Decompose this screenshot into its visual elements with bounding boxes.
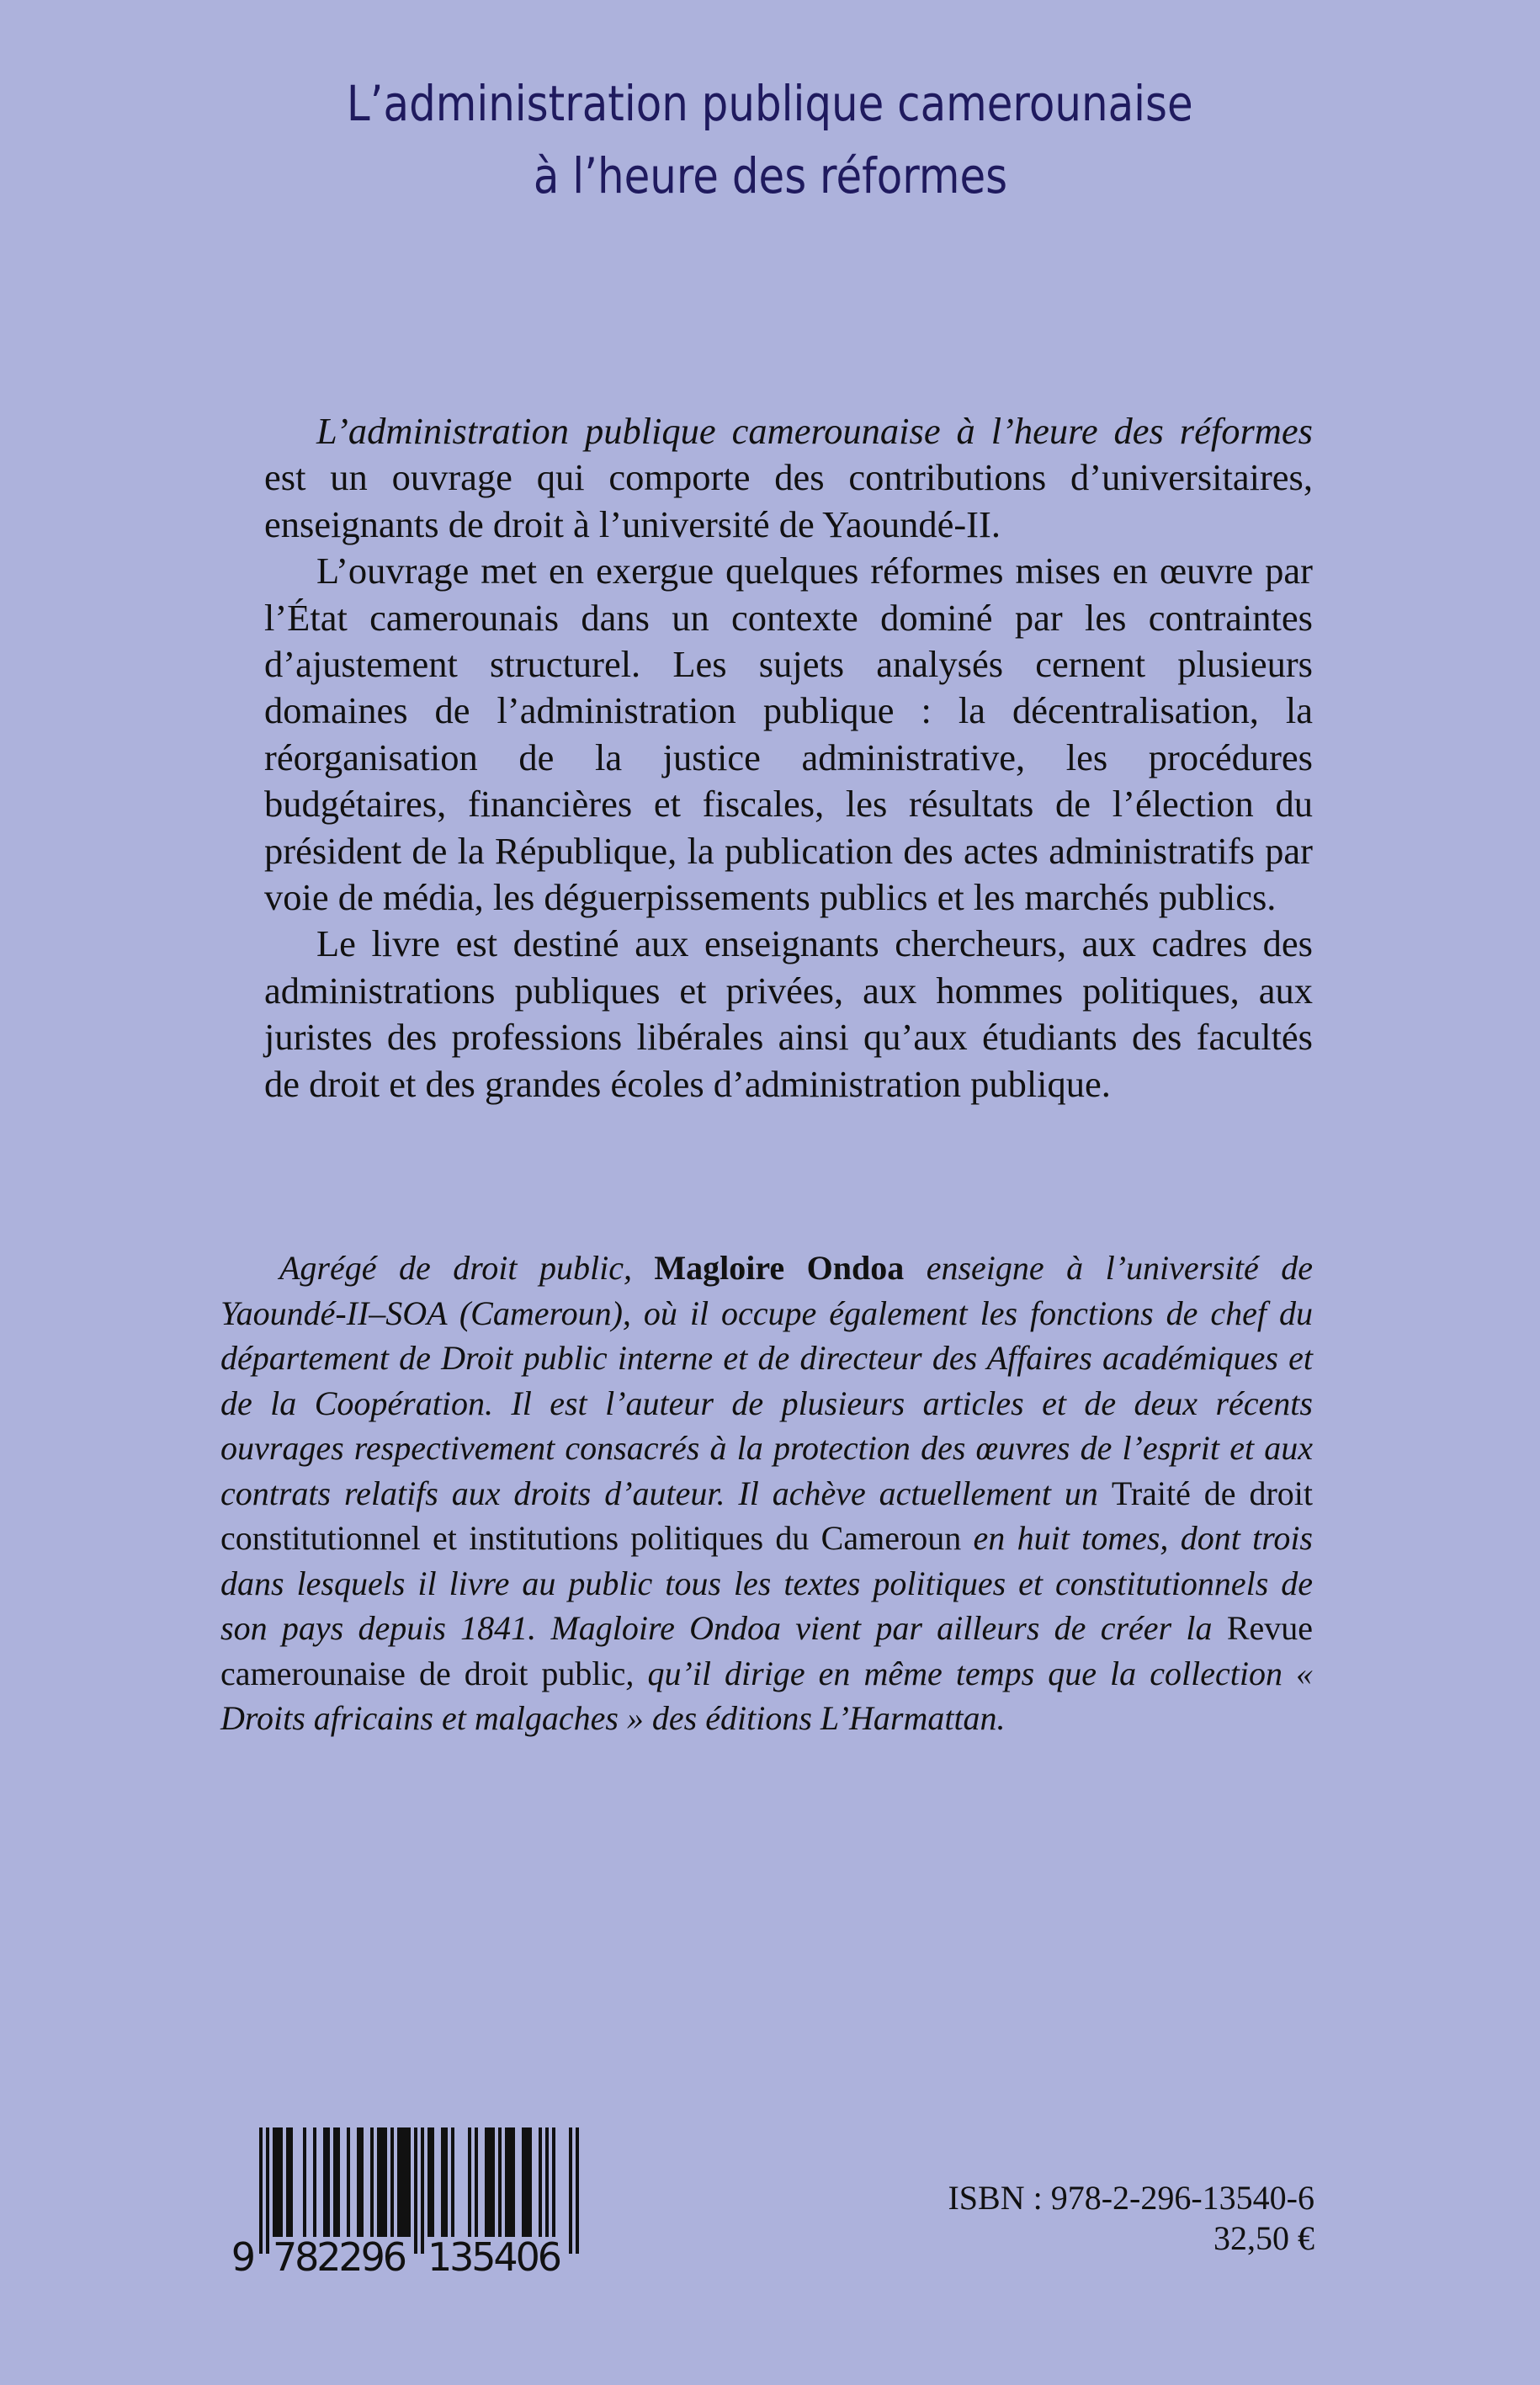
barcode-bar <box>357 2127 360 2237</box>
price: 32,50 € <box>1213 2219 1314 2257</box>
barcode-bar <box>545 2127 549 2237</box>
barcode-bar <box>444 2127 448 2237</box>
barcode-bar <box>488 2127 491 2237</box>
barcode-bar <box>421 2127 424 2254</box>
barcode-bar <box>427 2127 431 2237</box>
barcode-bar <box>384 2127 387 2237</box>
barcode-bar <box>397 2127 401 2237</box>
author-bio <box>220 1246 1313 1741</box>
bio-text: en huit tomes, dont trois dans lesquels il livre au public tous les textes politiques et constitutionnels de son pays depuis 1841. Magloire Ondoa vient par ailleurs de créer la <box>220 1519 1313 1647</box>
bio-text: Agrégé de droit public, <box>279 1249 655 1287</box>
barcode-bar <box>323 2127 327 2237</box>
isbn-block <box>948 2178 1314 2259</box>
barcode-bar <box>313 2127 316 2237</box>
barcode-bar <box>303 2127 306 2237</box>
summary-paragraph-1 <box>264 408 1313 548</box>
title-line-2: à l’heure des réformes <box>533 147 1007 205</box>
barcode-bar <box>407 2127 411 2237</box>
barcode-bar <box>576 2127 579 2254</box>
barcode-bar <box>273 2127 276 2237</box>
barcode-bar <box>431 2127 434 2237</box>
barcode-bar <box>539 2127 542 2237</box>
barcode-bar <box>377 2127 380 2237</box>
barcode-bar <box>512 2127 515 2237</box>
barcode-bar <box>505 2127 508 2237</box>
barcode-bar <box>414 2127 417 2254</box>
barcode-bar <box>491 2127 495 2237</box>
barcode-bar <box>390 2127 394 2237</box>
isbn: ISBN : 978-2-296-13540-6 <box>948 2179 1314 2217</box>
barcode-bar <box>327 2127 330 2237</box>
barcode-bar <box>279 2127 283 2237</box>
barcode-bar <box>441 2127 444 2237</box>
bio-text: enseigne à l’université de Yaoundé-II–SOA (Cameroun), où il occupe également les fonctions de chef du département de Droit public interne et de directeur des Affaires académiques et de la Coopération. Il est l’auteur de plusieurs articles et de deux récents ouvrages respectivement consacrés à la protection des œuvres de l’esprit et aux contrats relatifs aux droits d’auteur. Il achève actuellement un <box>220 1249 1313 1512</box>
author-name: Magloire Ondoa <box>654 1249 905 1287</box>
barcode-bar <box>525 2127 528 2237</box>
barcode-bar <box>498 2127 502 2237</box>
work-title: Traité de droit constitutionnel et institutions politiques du Cameroun <box>220 1474 1313 1557</box>
barcode-bar <box>569 2127 572 2254</box>
barcode-bar <box>451 2127 454 2237</box>
barcode-bar <box>380 2127 384 2237</box>
barcode-bar <box>360 2127 364 2237</box>
barcode-bar <box>552 2127 555 2237</box>
summary-paragraph-2: L’ouvrage met en exergue quelques réformes mises en œuvre par l’État camerounais dans un contexte dominé par les contraintes d’ajustement structurel. Les sujets analysés cernent plusieurs domaines de l’administration publique : la décentralisation, la réorganisation de la justice administrative, les procédures budgétaires, financières et fiscales, les résultats de l’élection du président de la République, la publication des actes administratifs par voie de média, les déguerpissements publics et les marchés publics. <box>264 550 1313 919</box>
barcode-bar <box>522 2127 525 2237</box>
barcode-bar <box>286 2127 289 2237</box>
title-line-1: L’administration publique camerounaise <box>347 75 1193 132</box>
bio-paragraph <box>220 1246 1313 1741</box>
barcode-bar <box>468 2127 471 2237</box>
barcode-bar <box>528 2127 532 2237</box>
barcode-bar <box>404 2127 407 2237</box>
barcode-digits: 135406 <box>427 2234 562 2280</box>
work-title: Revue camerounaise de droit public <box>220 1609 1313 1692</box>
barcode-bar <box>333 2127 337 2237</box>
barcode-bar <box>259 2127 263 2254</box>
barcode-bar <box>276 2127 279 2237</box>
barcode-bar <box>508 2127 512 2237</box>
barcode-bar <box>370 2127 374 2237</box>
summary-text: est un ouvrage qui comporte des contributions d’universitaires, enseignants de droit à l’université de Yaoundé-II. <box>264 456 1313 545</box>
barcode-bar <box>266 2127 269 2254</box>
barcode-bar <box>401 2127 404 2237</box>
barcode-bar <box>485 2127 488 2237</box>
barcode-digits: 782296 <box>273 2234 407 2280</box>
barcode-bar <box>337 2127 340 2237</box>
barcode-bar <box>289 2127 293 2237</box>
bio-text: , qu’il dirige en même temps que la collection « Droits africains et malgaches » des éditions L’Harmattan. <box>220 1654 1314 1737</box>
barcode-digits: 9 <box>231 2234 256 2280</box>
barcode-bar <box>475 2127 478 2237</box>
summary-book-title: L’administration publique camerounaise à l’heure des réformes <box>316 410 1313 452</box>
barcode <box>231 2127 608 2280</box>
book-summary <box>264 408 1313 1108</box>
summary-paragraph-3: Le livre est destiné aux enseignants chercheurs, aux cadres des administrations publiques et privées, aux hommes politiques, aux juristes des professions libérales ainsi qu’aux étudiants des facultés de droit et des grandes écoles d’administration publique. <box>264 922 1313 1105</box>
barcode-bar <box>347 2127 350 2237</box>
book-title <box>0 67 1540 212</box>
